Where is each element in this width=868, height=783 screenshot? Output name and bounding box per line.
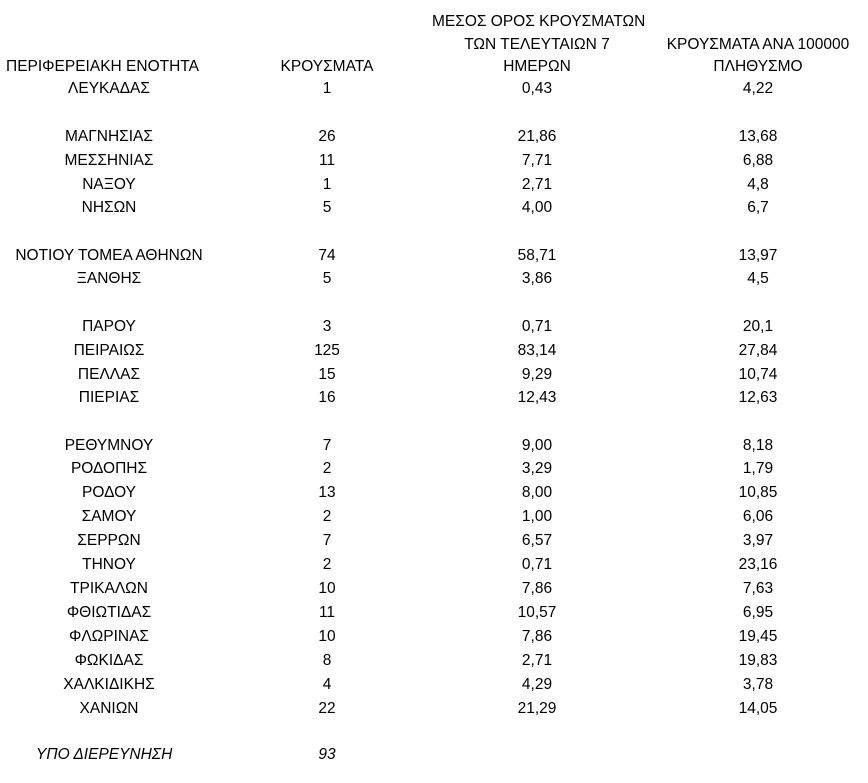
cell-per100k: 6,06 xyxy=(742,508,774,525)
cell-region: ΤΡΙΚΑΛΩΝ xyxy=(70,580,148,597)
cell-cases: 22 xyxy=(318,700,336,717)
cell-cases: 7 xyxy=(322,437,332,454)
cell-region: ΡΕΘΥΜΝΟΥ xyxy=(64,437,154,454)
cell-cases: 4 xyxy=(322,676,332,693)
cell-region: ΛΕΥΚΑΔΑΣ xyxy=(68,80,150,97)
cell-per100k: 14,05 xyxy=(738,700,778,717)
cell-region: ΞΑΝΘΗΣ xyxy=(76,270,142,287)
cell-per100k: 1,79 xyxy=(742,460,774,477)
cell-avg7: 7,86 xyxy=(521,580,553,597)
under-investigation-value: 93 xyxy=(318,746,336,763)
cell-per100k: 6,88 xyxy=(742,152,774,169)
cell-avg7: 1,00 xyxy=(521,508,553,525)
cell-cases: 13 xyxy=(318,484,336,501)
cell-avg7: 2,71 xyxy=(521,652,553,669)
cell-cases: 2 xyxy=(322,508,332,525)
cell-avg7: 0,71 xyxy=(521,318,553,335)
cell-avg7: 0,43 xyxy=(521,80,553,97)
cell-per100k: 4,5 xyxy=(747,270,769,287)
cell-per100k: 7,63 xyxy=(742,580,774,597)
cell-avg7: 58,71 xyxy=(517,247,557,264)
cell-per100k: 19,45 xyxy=(738,628,778,645)
cell-region: ΤΗΝΟΥ xyxy=(82,556,136,573)
cell-region: ΣΑΜΟΥ xyxy=(81,508,137,525)
cell-avg7: 6,57 xyxy=(521,532,553,549)
cell-avg7: 7,71 xyxy=(521,152,553,169)
cell-avg7: 3,86 xyxy=(521,270,553,287)
cell-region: ΠΕΙΡΑΙΩΣ xyxy=(73,342,145,359)
cell-cases: 125 xyxy=(314,342,340,359)
cell-cases: 5 xyxy=(322,199,332,216)
cell-region: ΜΕΣΣΗΝΙΑΣ xyxy=(64,152,154,169)
cell-avg7: 12,43 xyxy=(517,389,557,406)
cell-avg7: 2,71 xyxy=(521,176,553,193)
cell-per100k: 6,95 xyxy=(742,604,774,621)
cell-cases: 2 xyxy=(322,556,332,573)
cell-per100k: 13,68 xyxy=(738,128,778,145)
cell-cases: 3 xyxy=(322,318,332,335)
cell-avg7: 4,29 xyxy=(521,676,553,693)
cell-avg7: 4,00 xyxy=(521,199,553,216)
header-region: ΠΕΡΙΦΕΡΕΙΑΚΗ ΕΝΟΤΗΤΑ xyxy=(6,58,199,75)
cell-per100k: 4,8 xyxy=(747,176,769,193)
cell-cases: 16 xyxy=(318,389,336,406)
cell-cases: 1 xyxy=(322,80,332,97)
cell-region: ΦΩΚΙΔΑΣ xyxy=(74,652,144,669)
cell-per100k: 20,1 xyxy=(742,318,774,335)
cell-region: ΠΕΛΛΑΣ xyxy=(77,366,141,383)
cell-avg7: 83,14 xyxy=(517,342,557,359)
cell-region: ΦΘΙΩΤΙΔΑΣ xyxy=(66,604,152,621)
cell-cases: 15 xyxy=(318,366,336,383)
cell-avg7: 0,71 xyxy=(521,556,553,573)
cell-avg7: 21,29 xyxy=(517,700,557,717)
cell-cases: 11 xyxy=(318,152,336,169)
cell-cases: 7 xyxy=(322,532,332,549)
cell-avg7: 9,29 xyxy=(521,366,553,383)
header-per100k-line1: ΚΡΟΥΣΜΑΤΑ ΑΝΑ 100000 xyxy=(666,36,850,53)
cell-region: ΣΕΡΡΩΝ xyxy=(77,532,141,549)
header-per100k-line2: ΠΛΗΘΥΣΜΟ xyxy=(713,58,803,75)
cell-region: ΠΑΡΟΥ xyxy=(82,318,136,335)
cell-per100k: 4,22 xyxy=(742,80,774,97)
cell-per100k: 10,85 xyxy=(738,484,778,501)
cell-region: ΜΑΓΝΗΣΙΑΣ xyxy=(65,128,153,145)
cell-region: ΧΑΛΚΙΔΙΚΗΣ xyxy=(63,676,155,693)
cell-per100k: 27,84 xyxy=(738,342,778,359)
cell-region: ΝΟΤΙΟΥ ΤΟΜΕΑ ΑΘΗΝΩΝ xyxy=(15,247,203,264)
cell-per100k: 10,74 xyxy=(738,366,778,383)
cell-region: ΧΑΝΙΩΝ xyxy=(79,700,139,717)
cell-per100k: 6,7 xyxy=(747,199,769,216)
cell-cases: 74 xyxy=(318,247,336,264)
cell-per100k: 12,63 xyxy=(738,389,778,406)
cell-avg7: 8,00 xyxy=(521,484,553,501)
cell-avg7: 9,00 xyxy=(521,437,553,454)
header-avg-line1: ΜΕΣΟΣ ΟΡΟΣ ΚΡΟΥΣΜΑΤΩΝ xyxy=(432,13,646,30)
cell-cases: 5 xyxy=(322,270,332,287)
header-avg-line2: ΤΩΝ ΤΕΛΕΥΤΑΙΩΝ 7 xyxy=(464,36,610,53)
cell-avg7: 10,57 xyxy=(517,604,557,621)
cell-per100k: 8,18 xyxy=(742,437,774,454)
cell-per100k: 3,78 xyxy=(742,676,774,693)
header-cases: ΚΡΟΥΣΜΑΤΑ xyxy=(280,58,374,75)
cell-cases: 26 xyxy=(318,128,336,145)
cell-per100k: 13,97 xyxy=(738,247,778,264)
cell-region: ΝΑΞΟΥ xyxy=(82,176,136,193)
cell-region: ΦΛΩΡΙΝΑΣ xyxy=(68,628,150,645)
cell-per100k: 23,16 xyxy=(738,556,778,573)
cell-avg7: 21,86 xyxy=(517,128,557,145)
cell-cases: 11 xyxy=(318,604,336,621)
cell-per100k: 3,97 xyxy=(742,532,774,549)
header-avg-line3: ΗΜΕΡΩΝ xyxy=(503,58,571,75)
cell-per100k: 19,83 xyxy=(738,652,778,669)
cell-cases: 1 xyxy=(322,176,332,193)
cell-cases: 8 xyxy=(322,652,332,669)
cell-cases: 10 xyxy=(318,628,336,645)
cell-region: ΝΗΣΩΝ xyxy=(81,199,137,216)
cell-avg7: 7,86 xyxy=(521,628,553,645)
cell-avg7: 3,29 xyxy=(521,460,553,477)
cell-region: ΡΟΔΟΥ xyxy=(82,484,136,501)
cell-region: ΡΟΔΟΠΗΣ xyxy=(70,460,148,477)
cell-region: ΠΙΕΡΙΑΣ xyxy=(78,389,140,406)
cell-cases: 10 xyxy=(318,580,336,597)
under-investigation-label: ΥΠΟ ΔΙΕΡΕΥΝΗΣΗ xyxy=(36,746,173,763)
cell-cases: 2 xyxy=(322,460,332,477)
